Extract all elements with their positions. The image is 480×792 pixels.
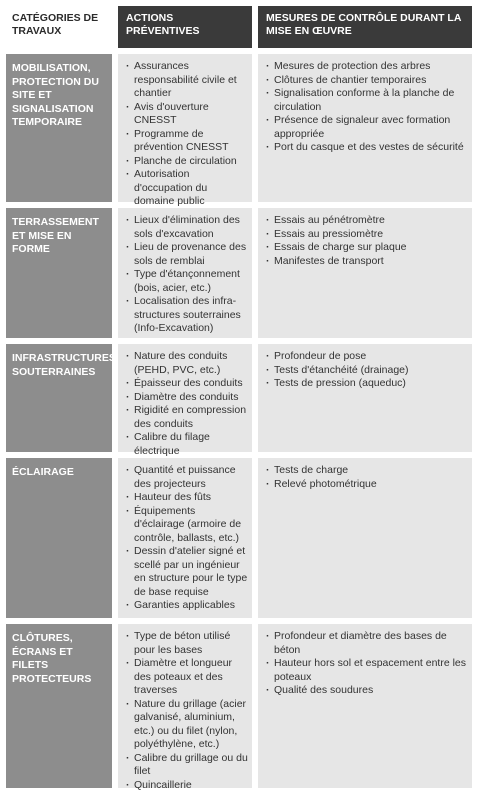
list-item: · Profondeur et diamètre des bases de béton xyxy=(266,630,468,657)
list-item: · Port du casque et des vestes de sécurité xyxy=(266,141,468,155)
header-categories: CATÉGORIES DE TRAVAUX xyxy=(6,6,112,48)
actions-cell xyxy=(118,54,252,202)
actions-cell xyxy=(118,344,252,452)
list-item: · Autorisation d'occupation du domaine public xyxy=(126,168,248,209)
list-item: · Planche de circulation xyxy=(126,155,248,169)
list-item: · Nature des conduits (PEHD, PVC, etc.) xyxy=(126,350,248,377)
list-item: · Équipements d'éclairage (armoire de contrôle, ballasts, etc.) xyxy=(126,505,248,546)
list-item: · Nature du grillage (acier galvanisé, aluminium, etc.) ou du filet (nylon, polyéthylène, etc.) xyxy=(126,698,248,752)
table-row xyxy=(6,624,472,788)
list-item: · Diamètre et longueur des poteaux et des traverses xyxy=(126,657,248,698)
list-item: · Mesures de protection des arbres xyxy=(266,60,468,74)
list-item: · Profondeur de pose xyxy=(266,350,468,364)
list-item: · Dessin d'atelier signé et scellé par un ingénieur en structure pour le type de base requise xyxy=(126,545,248,599)
list-item: · Lieu de provenance des sols de remblai xyxy=(126,241,248,268)
list-item: · Quantité et puissance des projecteurs xyxy=(126,464,248,491)
list-item: · Rigidité en compression des conduits xyxy=(126,404,248,431)
list-item: · Qualité des soudures xyxy=(266,684,468,698)
controls-cell xyxy=(258,208,472,338)
list-item: · Clôtures de chantier temporaires xyxy=(266,74,468,88)
table-row xyxy=(6,54,472,202)
list-item: · Tests de charge xyxy=(266,464,468,478)
list-item: · Hauteur hors sol et espacement entre les poteaux xyxy=(266,657,468,684)
list-item: · Essais de charge sur plaque xyxy=(266,241,468,255)
table-header xyxy=(6,6,472,48)
actions-cell xyxy=(118,458,252,618)
list-item: · Tests d'étanchéité (drainage) xyxy=(266,364,468,378)
list-item: · Calibre du grillage ou du filet xyxy=(126,752,248,779)
list-item: · Lieux d'élimination des sols d'excavation xyxy=(126,214,248,241)
list-item: · Programme de prévention CNESST xyxy=(126,128,248,155)
table-row xyxy=(6,208,472,338)
list-item: · Type d'étançonnement (bois, acier, etc.) xyxy=(126,268,248,295)
list-item: · Relevé photométrique xyxy=(266,478,468,492)
list-item: · Calibre du filage électrique xyxy=(126,431,248,458)
header-actions: ACTIONS PRÉVENTIVES xyxy=(118,6,252,48)
list-item: · Diamètre des conduits xyxy=(126,391,248,405)
actions-cell xyxy=(118,208,252,338)
list-item: · Assurances responsabilité civile et chantier xyxy=(126,60,248,101)
list-item: · Hauteur des fûts xyxy=(126,491,248,505)
list-item: · Quincaillerie xyxy=(126,779,248,792)
controls-cell xyxy=(258,344,472,452)
list-item: · Garanties applicables xyxy=(126,599,248,613)
list-item: · Manifestes de transport xyxy=(266,255,468,269)
list-item: · Signalisation conforme à la planche de circulation xyxy=(266,87,468,114)
list-item: · Essais au pressiomètre xyxy=(266,228,468,242)
header-controls: MESURES DE CONTRÔLE DURANT LA MISE EN ŒUVRE xyxy=(258,6,472,48)
list-item: · Essais au pénétromètre xyxy=(266,214,468,228)
controls-cell xyxy=(258,458,472,618)
list-item: · Présence de signaleur avec formation appropriée xyxy=(266,114,468,141)
list-item: · Type de béton utilisé pour les bases xyxy=(126,630,248,657)
table-row xyxy=(6,458,472,618)
works-table xyxy=(6,6,472,788)
controls-cell xyxy=(258,54,472,202)
category-cell: ÉCLAIRAGE xyxy=(6,458,112,618)
list-item: · Localisation des infra-structures souterraines (Info-Excavation) xyxy=(126,295,248,336)
list-item: · Avis d'ouverture CNESST xyxy=(126,101,248,128)
category-cell: TERRASSEMENT ET MISE EN FORME xyxy=(6,208,112,338)
list-item: · Tests de pression (aqueduc) xyxy=(266,377,468,391)
controls-cell xyxy=(258,624,472,788)
actions-cell xyxy=(118,624,252,788)
table-row xyxy=(6,344,472,452)
category-cell: MOBILISATION, PROTECTION DU SITE ET SIGNALISATION TEMPORAIRE xyxy=(6,54,112,202)
list-item: · Épaisseur des conduits xyxy=(126,377,248,391)
category-cell: CLÔTURES, ÉCRANS ET FILETS PROTECTEURS xyxy=(6,624,112,788)
category-cell: INFRASTRUCTURES SOUTERRAINES xyxy=(6,344,112,452)
